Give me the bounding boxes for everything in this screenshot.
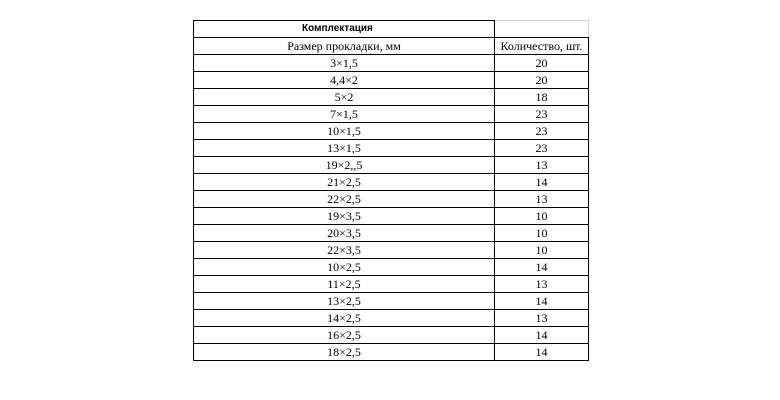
cell-quantity: 14: [495, 327, 589, 344]
cell-quantity: 23: [495, 140, 589, 157]
kit-table: [193, 20, 589, 361]
cell-size: 22×3,5: [194, 242, 495, 259]
cell-quantity: 14: [495, 174, 589, 191]
cell-size: 18×2,5: [194, 344, 495, 361]
table-row: [194, 191, 589, 208]
cell-quantity: 10: [495, 242, 589, 259]
table-row: [194, 123, 589, 140]
cell-quantity: 13: [495, 157, 589, 174]
table-row: [194, 106, 589, 123]
table-row: [194, 208, 589, 225]
table-row: [194, 259, 589, 276]
cell-size: 4,4×2: [194, 72, 495, 89]
table-header-row: [194, 38, 589, 55]
cell-quantity: 20: [495, 55, 589, 72]
table-row: [194, 327, 589, 344]
table-row: [194, 140, 589, 157]
cell-size: 13×1,5: [194, 140, 495, 157]
table-row: [194, 157, 589, 174]
cell-quantity: 13: [495, 310, 589, 327]
cell-size: 21×2,5: [194, 174, 495, 191]
table-title-empty-cell: [495, 21, 589, 38]
cell-quantity: 10: [495, 225, 589, 242]
cell-quantity: 14: [495, 293, 589, 310]
cell-quantity: 10: [495, 208, 589, 225]
column-header-size: Размер прокладки, мм: [194, 38, 495, 55]
cell-size: 14×2,5: [194, 310, 495, 327]
cell-size: 11×2,5: [194, 276, 495, 293]
table-row: [194, 89, 589, 106]
table-row: [194, 242, 589, 259]
table-row: [194, 293, 589, 310]
table-row: [194, 276, 589, 293]
cell-size: 20×3,5: [194, 225, 495, 242]
table-row: [194, 344, 589, 361]
cell-size: 10×2,5: [194, 259, 495, 276]
cell-quantity: 14: [495, 259, 589, 276]
table-title: Комплектация: [194, 21, 495, 38]
table-row: [194, 174, 589, 191]
cell-size: 10×1,5: [194, 123, 495, 140]
cell-size: 16×2,5: [194, 327, 495, 344]
cell-quantity: 13: [495, 276, 589, 293]
cell-size: 3×1,5: [194, 55, 495, 72]
cell-quantity: 23: [495, 123, 589, 140]
cell-quantity: 14: [495, 344, 589, 361]
table-row: [194, 55, 589, 72]
cell-size: 19×3,5: [194, 208, 495, 225]
cell-quantity: 23: [495, 106, 589, 123]
cell-size: 7×1,5: [194, 106, 495, 123]
cell-size: 19×2,,5: [194, 157, 495, 174]
cell-size: 22×2,5: [194, 191, 495, 208]
cell-quantity: 13: [495, 191, 589, 208]
column-header-quantity: Количество, шт.: [495, 38, 589, 55]
cell-quantity: 20: [495, 72, 589, 89]
table-row: [194, 72, 589, 89]
kit-table-body: [194, 21, 589, 361]
cell-size: 5×2: [194, 89, 495, 106]
table-row: [194, 225, 589, 242]
table-row: [194, 310, 589, 327]
cell-quantity: 18: [495, 89, 589, 106]
cell-size: 13×2,5: [194, 293, 495, 310]
table-title-row: [194, 21, 589, 38]
